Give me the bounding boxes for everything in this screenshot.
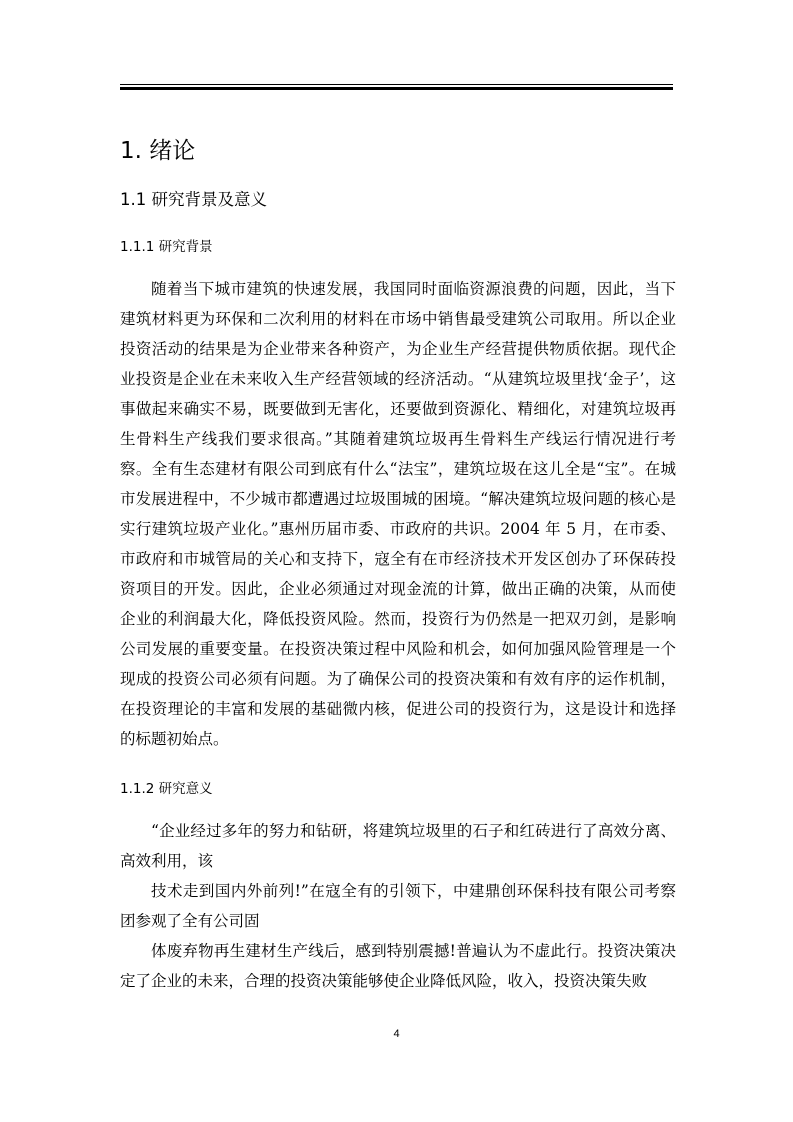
background-section-body	[120, 274, 676, 754]
section-heading: 1.1 研究背景及意义	[120, 190, 267, 209]
subsection-heading-background: 1.1.1 研究背景	[120, 239, 213, 255]
significance-paragraph-3: 体废弃物再生建材生产线后，感到特别震撼!普遍认为不虚此行。投资决策决定了企业的未来，合理的投资决策能够使企业降低风险，收入，投资决策失败	[120, 942, 676, 990]
significance-section-body	[120, 816, 676, 996]
page-number: 4	[393, 1028, 400, 1040]
header-rule-thick	[120, 87, 673, 90]
significance-paragraph-2: 技术走到国内外前列!”在寇全有的引领下，中建鼎创环保科技有限公司考察团参观了全有公司固	[120, 882, 676, 930]
background-paragraph: 随着当下城市建筑的快速发展，我国同时面临资源浪费的问题，因此，当下建筑材料更为环保和二次利用的材料在市场中销售最受建筑公司取用。所以企业投资活动的结果是为企业带来各种资产，为企业生产经营提供物质依据。现代企业投资是企业在未来收入生产经营领域的经济活动。“从建筑垃圾里找‘金子’，这事做起来确实不易，既要做到无害化，还要做到资源化、精细化，对建筑垃圾再生骨料生产线我们要求很高。”其随着建筑垃圾再生骨料生产线运行情况进行考察。全有生态建材有限公司到底有什么“法宝”，建筑垃圾在这儿全是“宝”。在城市发展进程中，不少城市都遭遇过垃圾围城的困境。“解决建筑垃圾问题的核心是实行建筑垃圾产业化。”惠州历届市委、市政府的共识。2004 年 5 月，在市委、市政府和市城管局的关心和支持下，寇全有在市经济技术开发区创办了环保砖投资项目的开发。因此，企业必须通过对现金流的计算，做出正确的决策，从而使企业的利润最大化，降低投资风险。然而，投资行为仍然是一把双刃剑，是影响公司发展的重要变量。在投资决策过程中风险和机会，如何加强风险管理是一个现成的投资公司必须有问题。为了确保公司的投资决策和有效有序的运作机制，在投资理论的丰富和发展的基础微内核，促进公司的投资行为，这是设计和选择的标题初始点。	[120, 280, 676, 748]
significance-paragraph-1: “企业经过多年的努力和钻研，将建筑垃圾里的石子和红砖进行了高效分离、高效利用，该	[120, 822, 676, 870]
header-rule-thin	[120, 84, 673, 85]
subsection-heading-significance: 1.1.2 研究意义	[120, 781, 213, 797]
chapter-heading: 1. 绪论	[120, 138, 196, 164]
